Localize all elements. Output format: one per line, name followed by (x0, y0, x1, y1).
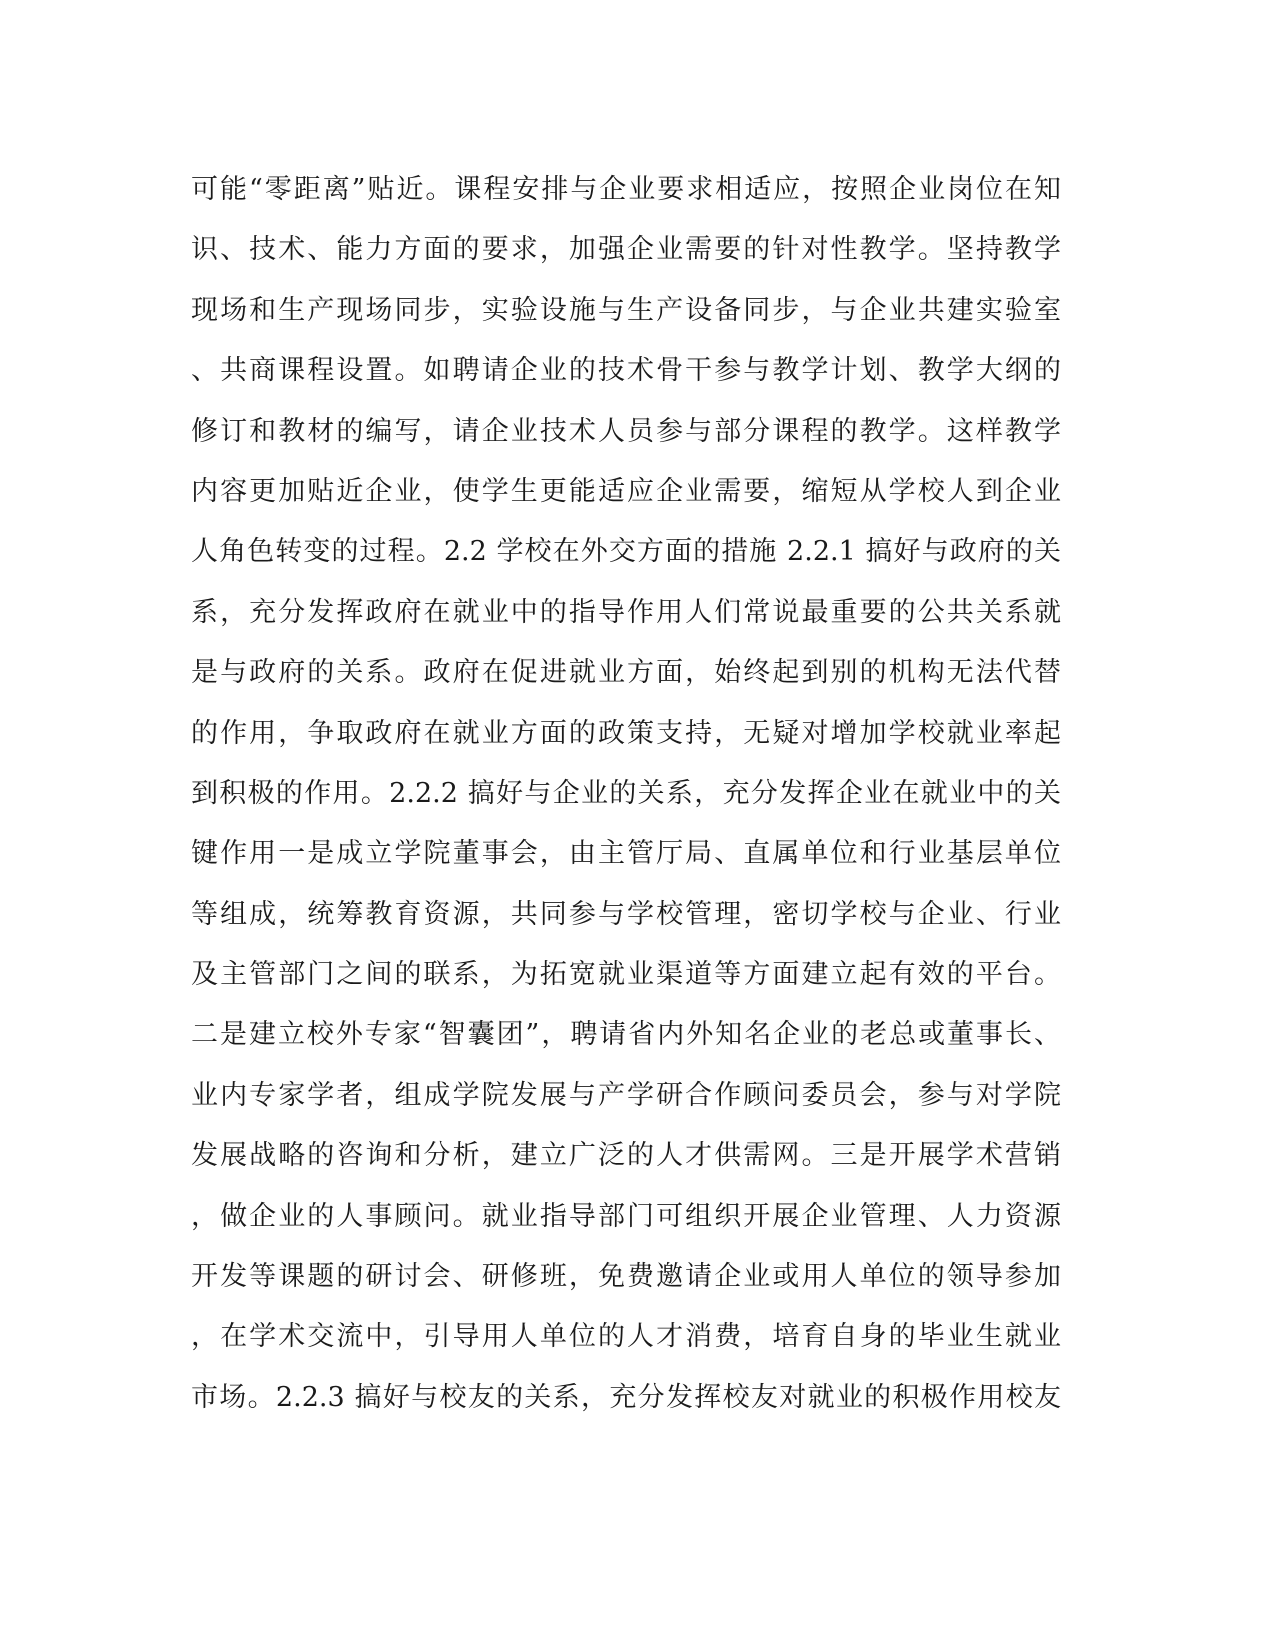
text-line: 键作用一是成立学院董事会，由主管厅局、直属单位和行业基层单位 (191, 838, 1061, 870)
text-line: 、共商课程设置。如聘请企业的技术骨干参与教学计划、教学大纲的 (191, 355, 1061, 387)
text-line: 业内专家学者，组成学院发展与产学研合作顾问委员会，参与对学院 (191, 1079, 1061, 1111)
text-line: 人角色转变的过程。2.2 学校在外交方面的措施 2.2.1 搞好与政府的关 (191, 536, 1061, 568)
text-line: 现场和生产现场同步，实验设施与生产设备同步，与企业共建实验室 (191, 294, 1061, 326)
text-line: 等组成，统筹教育资源，共同参与学校管理，密切学校与企业、行业 (191, 898, 1061, 930)
text-line: 发展战略的咨询和分析，建立广泛的人才供需网。三是开展学术营销 (191, 1140, 1061, 1172)
text-line: 识、技术、能力方面的要求，加强企业需要的针对性教学。坚持教学 (191, 234, 1061, 266)
text-line: 二是建立校外专家“智囊团”，聘请省内外知名企业的老总或董事长、 (191, 1019, 1061, 1051)
text-line: 可能“零距离”贴近。课程安排与企业要求相适应，按照企业岗位在知 (191, 174, 1061, 205)
text-line: ，在学术交流中，引导用人单位的人才消费，培育自身的毕业生就业 (191, 1321, 1061, 1353)
text-line: 开发等课题的研讨会、研修班，免费邀请企业或用人单位的领导参加 (191, 1261, 1061, 1293)
text-line: 修订和教材的编写，请企业技术人员参与部分课程的教学。这样教学 (191, 415, 1061, 447)
text-line: 内容更加贴近企业，使学生更能适应企业需要，缩短从学校人到企业 (191, 475, 1061, 507)
text-line: 到积极的作用。2.2.2 搞好与企业的关系，充分发挥企业在就业中的关 (191, 777, 1061, 809)
text-line: 系，充分发挥政府在就业中的指导作用人们常说最重要的公共关系就 (191, 596, 1061, 628)
text-line: 的作用，争取政府在就业方面的政策支持，无疑对增加学校就业率起 (191, 717, 1061, 749)
body-text (191, 160, 1061, 1428)
text-line: 市场。2.2.3 搞好与校友的关系，充分发挥校友对就业的积极作用校友 (191, 1381, 1061, 1413)
text-line: ，做企业的人事顾问。就业指导部门可组织开展企业管理、人力资源 (191, 1200, 1061, 1232)
text-line: 是与政府的关系。政府在促进就业方面，始终起到别的机构无法代替 (191, 657, 1061, 689)
text-line: 及主管部门之间的联系，为拓宽就业渠道等方面建立起有效的平台。 (191, 959, 1061, 991)
